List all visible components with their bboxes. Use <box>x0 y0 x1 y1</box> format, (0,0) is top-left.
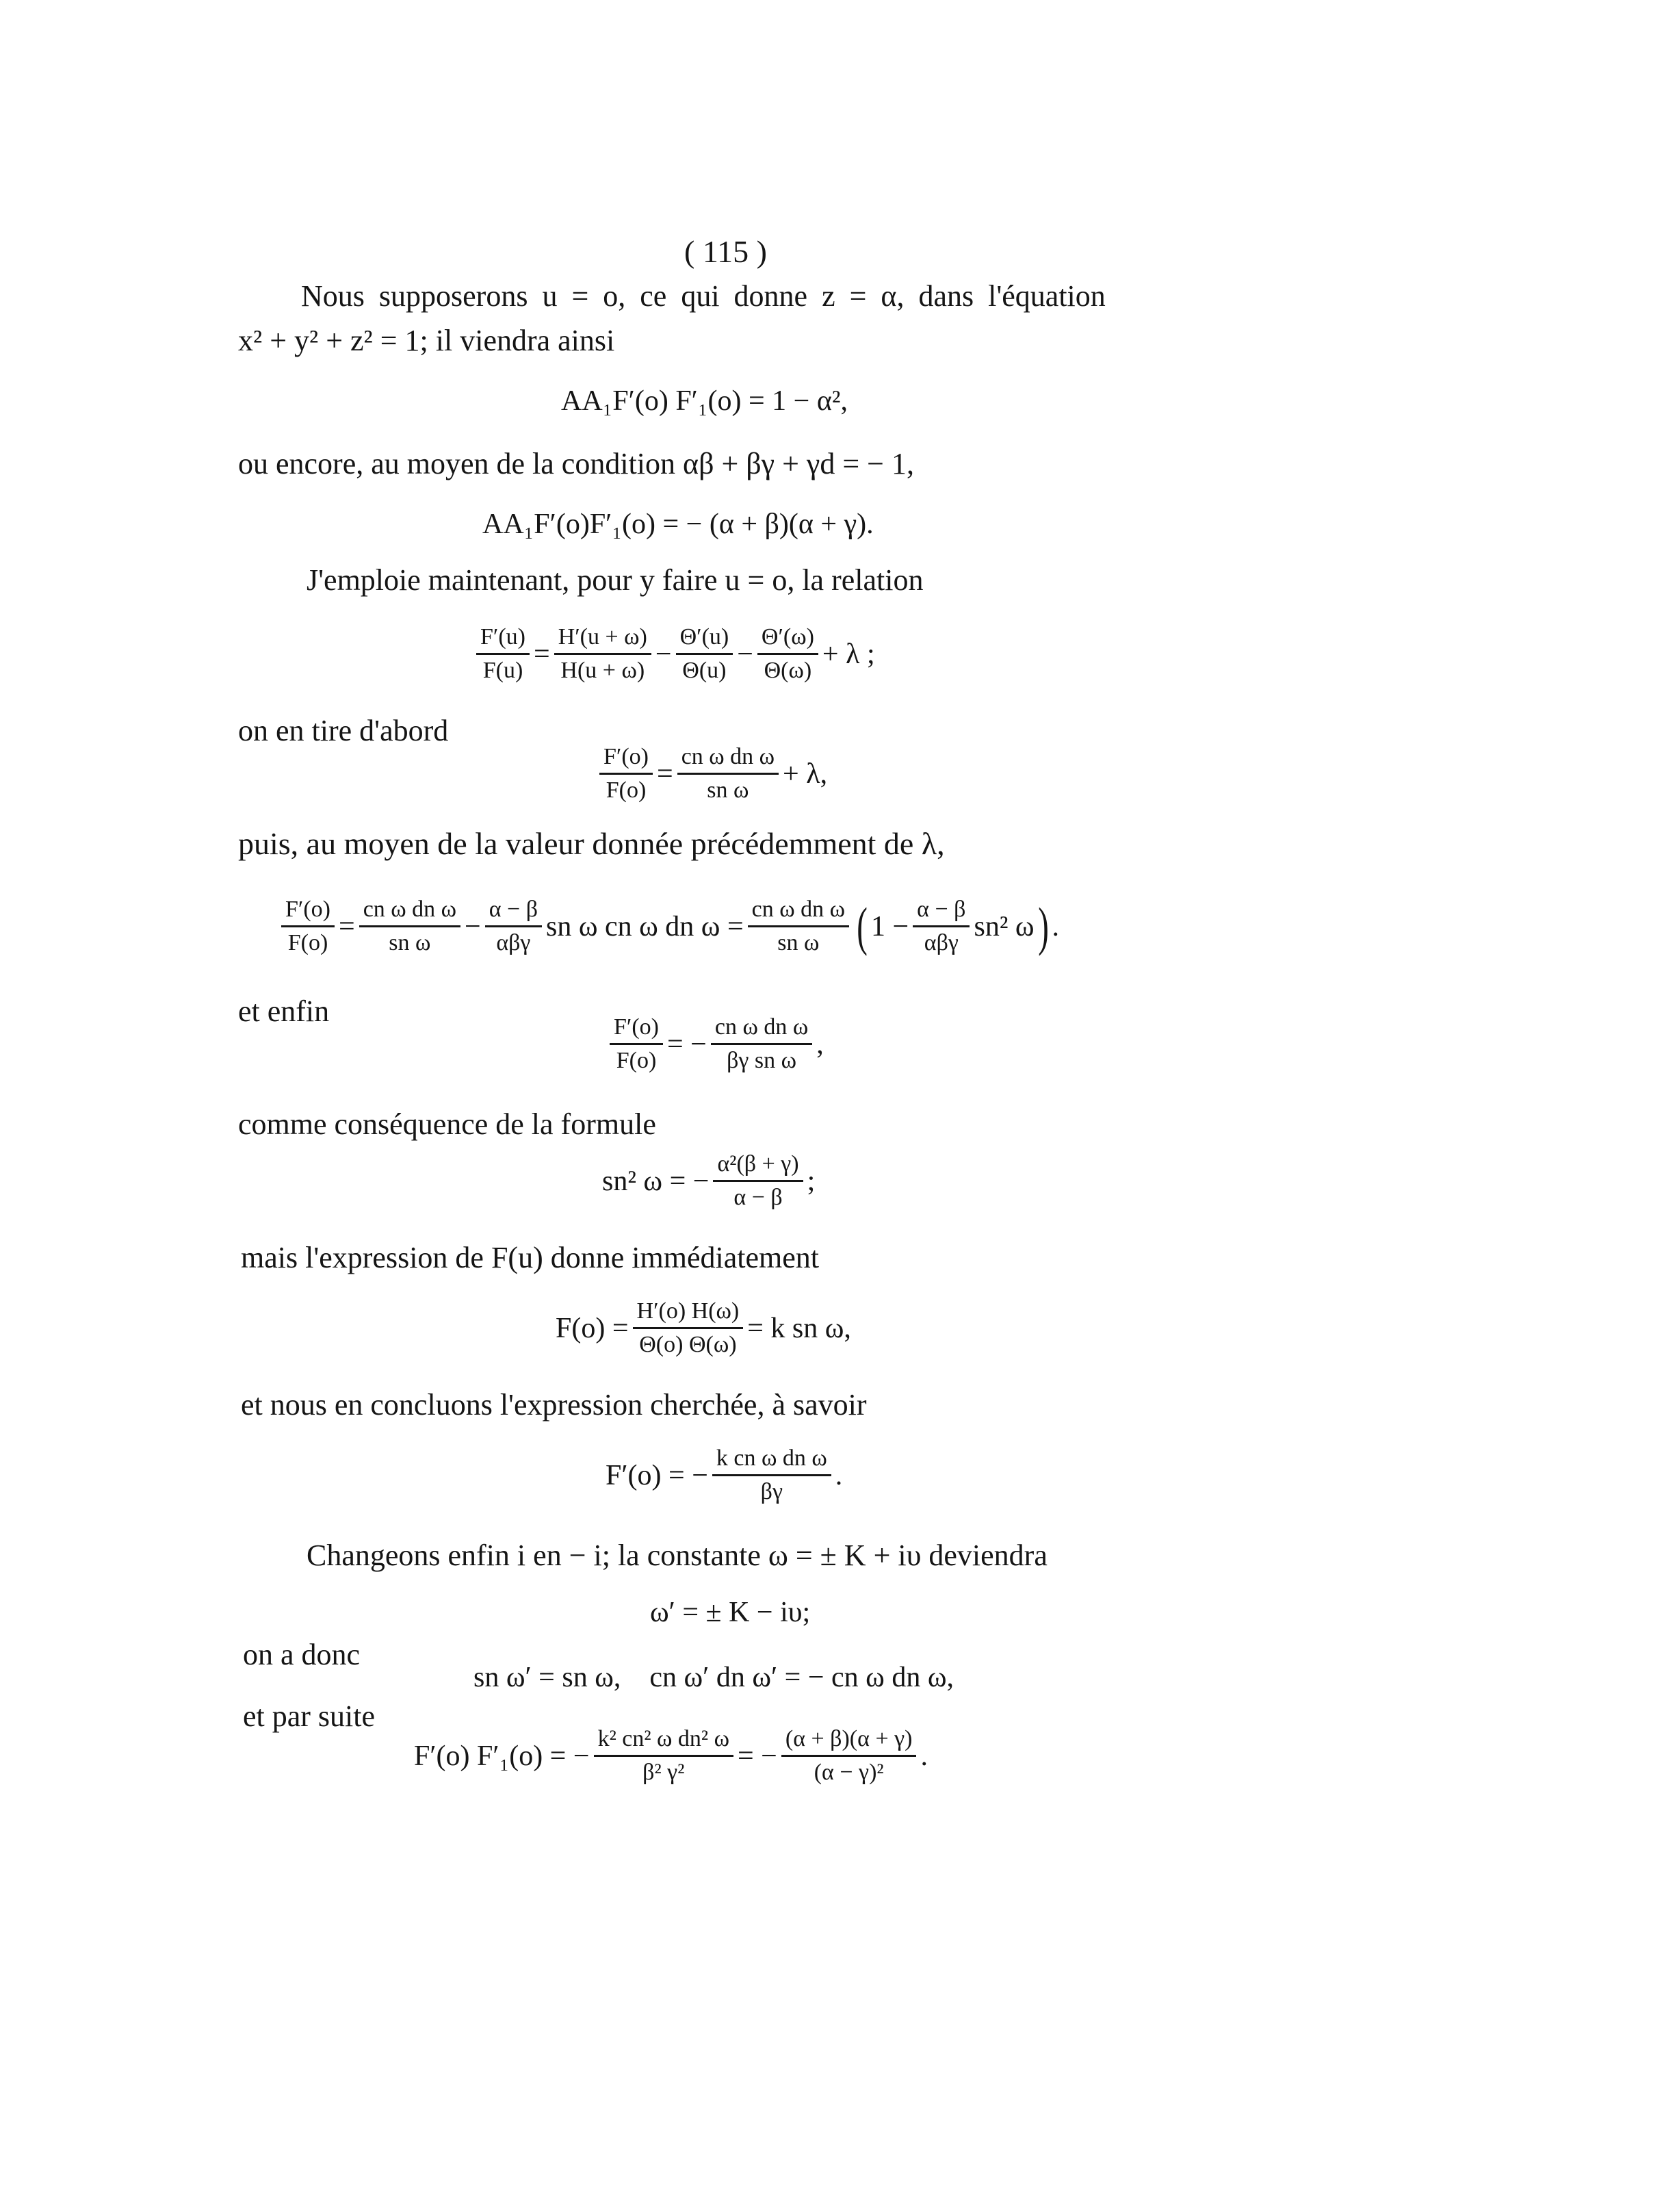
eq5-f2-num: cn ω dn ω <box>359 895 460 927</box>
page-number: ( 115 ) <box>684 234 767 269</box>
eq12-tail: . <box>920 1740 928 1772</box>
eq4-f2-den: sn ω <box>707 777 749 803</box>
eq2-text: AA₁F′(o)F′₁(o) = − (α + β)(α + γ). <box>482 509 874 540</box>
eq5-end: . <box>1052 910 1060 942</box>
eq6-f2-num: cn ω dn ω <box>711 1013 812 1045</box>
eq9-frac <box>712 1444 831 1506</box>
eq6-frac-1 <box>610 1013 663 1075</box>
eq5-f4-num: cn ω dn ω <box>748 895 849 927</box>
eq5-f1-den: F(o) <box>287 930 328 955</box>
eq5-sn2: sn² ω <box>974 910 1035 942</box>
eq7-den: α − β <box>733 1185 783 1210</box>
text-line-5: on en tire d'abord <box>238 714 449 747</box>
eq6-equals: = − <box>667 1028 707 1060</box>
eq3-f4-num: Θ′(ω) <box>757 623 818 655</box>
eq5-f2-den: sn ω <box>389 930 431 955</box>
eq5-equals: = <box>339 910 355 942</box>
eq3-f4-den: Θ(ω) <box>764 658 812 683</box>
text-line-13: et par suite <box>243 1699 376 1733</box>
eq7-lhs: sn² ω = − <box>602 1165 710 1197</box>
eq4-f1-num: F′(o) <box>599 743 653 775</box>
eq9-tail: . <box>835 1459 843 1491</box>
eq5-f3-den: αβγ <box>496 930 531 955</box>
eq5-frac-5 <box>913 895 970 957</box>
eq8-tail: = k sn ω, <box>747 1312 851 1344</box>
eq12-frac-1 <box>594 1725 733 1787</box>
eq5-f3-num: α − β <box>485 895 542 927</box>
eq12-f1-num: k² cn² ω dn² ω <box>594 1725 733 1757</box>
eq12-lhs: F′(o) F′₁(o) = − <box>414 1740 590 1772</box>
text-line-7: et enfin <box>238 994 330 1028</box>
eq4-f1-den: F(o) <box>606 777 647 803</box>
equation-5 <box>277 895 1059 957</box>
eq8-den: Θ(o) Θ(ω) <box>639 1332 737 1357</box>
eq7-tail: ; <box>807 1165 816 1197</box>
equation-1 <box>561 383 848 419</box>
eq12-frac-2 <box>781 1725 917 1787</box>
eq1-text: AA₁F′(o) F′₁(o) = 1 − α², <box>561 385 848 417</box>
eq5-mid: sn ω cn ω dn ω = <box>546 910 744 942</box>
eq6-frac-2 <box>711 1013 812 1075</box>
eq7-num: α²(β + γ) <box>713 1150 803 1182</box>
eq4-frac-2 <box>677 743 779 805</box>
eq5-frac-4 <box>748 895 849 957</box>
equation-3 <box>472 623 875 685</box>
equation-2 <box>482 506 874 542</box>
eq5-f5-den: αβγ <box>924 930 959 955</box>
eq8-lhs: F(o) = <box>556 1312 629 1344</box>
eq5-f4-den: sn ω <box>777 930 820 955</box>
text-line-8: comme conséquence de la formule <box>238 1107 656 1141</box>
text-line-10: et nous en concluons l'expression cherchée, à savoir <box>241 1388 867 1422</box>
eq12-f2-den: (α − γ)² <box>814 1760 884 1785</box>
eq3-frac-2 <box>554 623 651 685</box>
eq9-num: k cn ω dn ω <box>712 1444 831 1476</box>
eq3-equals: = <box>534 638 550 670</box>
text-line-4: J'emploie maintenant, pour y faire u = o, la relation <box>307 563 924 597</box>
eq5-open-paren: ( <box>857 896 868 956</box>
eq8-frac <box>633 1297 744 1359</box>
equation-6 <box>606 1013 824 1075</box>
eq11-text: sn ω′ = sn ω, cn ω′ dn ω′ = − cn ω dn ω, <box>473 1662 954 1693</box>
eq6-f1-den: F(o) <box>616 1048 657 1073</box>
eq4-equals: = <box>657 758 673 790</box>
eq4-f2-num: cn ω dn ω <box>677 743 779 775</box>
text-line-2: x² + y² + z² = 1; il viendra ainsi <box>238 324 615 357</box>
eq3-frac-3 <box>676 623 733 685</box>
equation-4 <box>595 743 827 805</box>
eq3-f1-den: F(u) <box>482 658 523 683</box>
eq8-num: H′(o) H(ω) <box>633 1297 744 1329</box>
eq5-minus: − <box>465 910 481 942</box>
eq5-close-paren: ) <box>1037 896 1049 956</box>
eq6-tail: , <box>816 1028 824 1060</box>
text-line-9: mais l'expression de F(u) donne immédiatement <box>241 1241 819 1274</box>
equation-8 <box>556 1297 851 1359</box>
eq5-one-minus: 1 − <box>870 910 909 942</box>
text-line-6: puis, au moyen de la valeur donnée précédemment de λ, <box>238 826 945 861</box>
eq5-frac-3 <box>485 895 542 957</box>
eq3-f3-num: Θ′(u) <box>676 623 733 655</box>
equation-10 <box>650 1595 810 1630</box>
eq3-f1-num: F′(u) <box>476 623 530 655</box>
eq12-f2-num: (α + β)(α + γ) <box>781 1725 917 1757</box>
eq4-tail: + λ, <box>783 758 828 790</box>
eq4-frac-1 <box>599 743 653 805</box>
eq10-text: ω′ = ± K − iυ; <box>650 1597 811 1628</box>
eq5-frac-2 <box>359 895 460 957</box>
text-line-11: Changeons enfin i en − i; la constante ω = ± K + iυ deviendra <box>307 1539 1048 1572</box>
eq3-frac-1 <box>476 623 530 685</box>
equation-11 <box>473 1660 954 1695</box>
text-line-3: ou encore, au moyen de la condition αβ + βγ + γd = − 1, <box>238 447 914 480</box>
eq3-f2-den: H(u + ω) <box>560 658 645 683</box>
eq12-f1-den: β² γ² <box>642 1760 685 1785</box>
equation-7 <box>602 1150 815 1212</box>
eq9-den: βγ <box>760 1479 783 1504</box>
eq6-f1-num: F′(o) <box>610 1013 663 1045</box>
text-line-1: Nous supposerons u = o, ce qui donne z = α, dans l'équation <box>301 279 1106 313</box>
eq3-minus-2: − <box>737 638 753 670</box>
eq6-f2-den: βγ sn ω <box>727 1048 797 1073</box>
eq3-minus-1: − <box>655 638 672 670</box>
eq5-f5-num: α − β <box>913 895 970 927</box>
eq9-lhs: F′(o) = − <box>606 1459 708 1491</box>
eq3-f2-num: H′(u + ω) <box>554 623 651 655</box>
eq5-frac-1 <box>281 895 335 957</box>
eq3-tail: + λ ; <box>822 638 875 670</box>
eq5-f1-num: F′(o) <box>281 895 335 927</box>
equation-12 <box>414 1725 928 1787</box>
equation-9 <box>606 1444 842 1506</box>
eq7-frac <box>713 1150 803 1212</box>
eq3-f3-den: Θ(u) <box>682 658 727 683</box>
text-line-12: on a donc <box>243 1638 361 1671</box>
eq12-mid: = − <box>738 1740 777 1772</box>
eq3-frac-4 <box>757 623 818 685</box>
